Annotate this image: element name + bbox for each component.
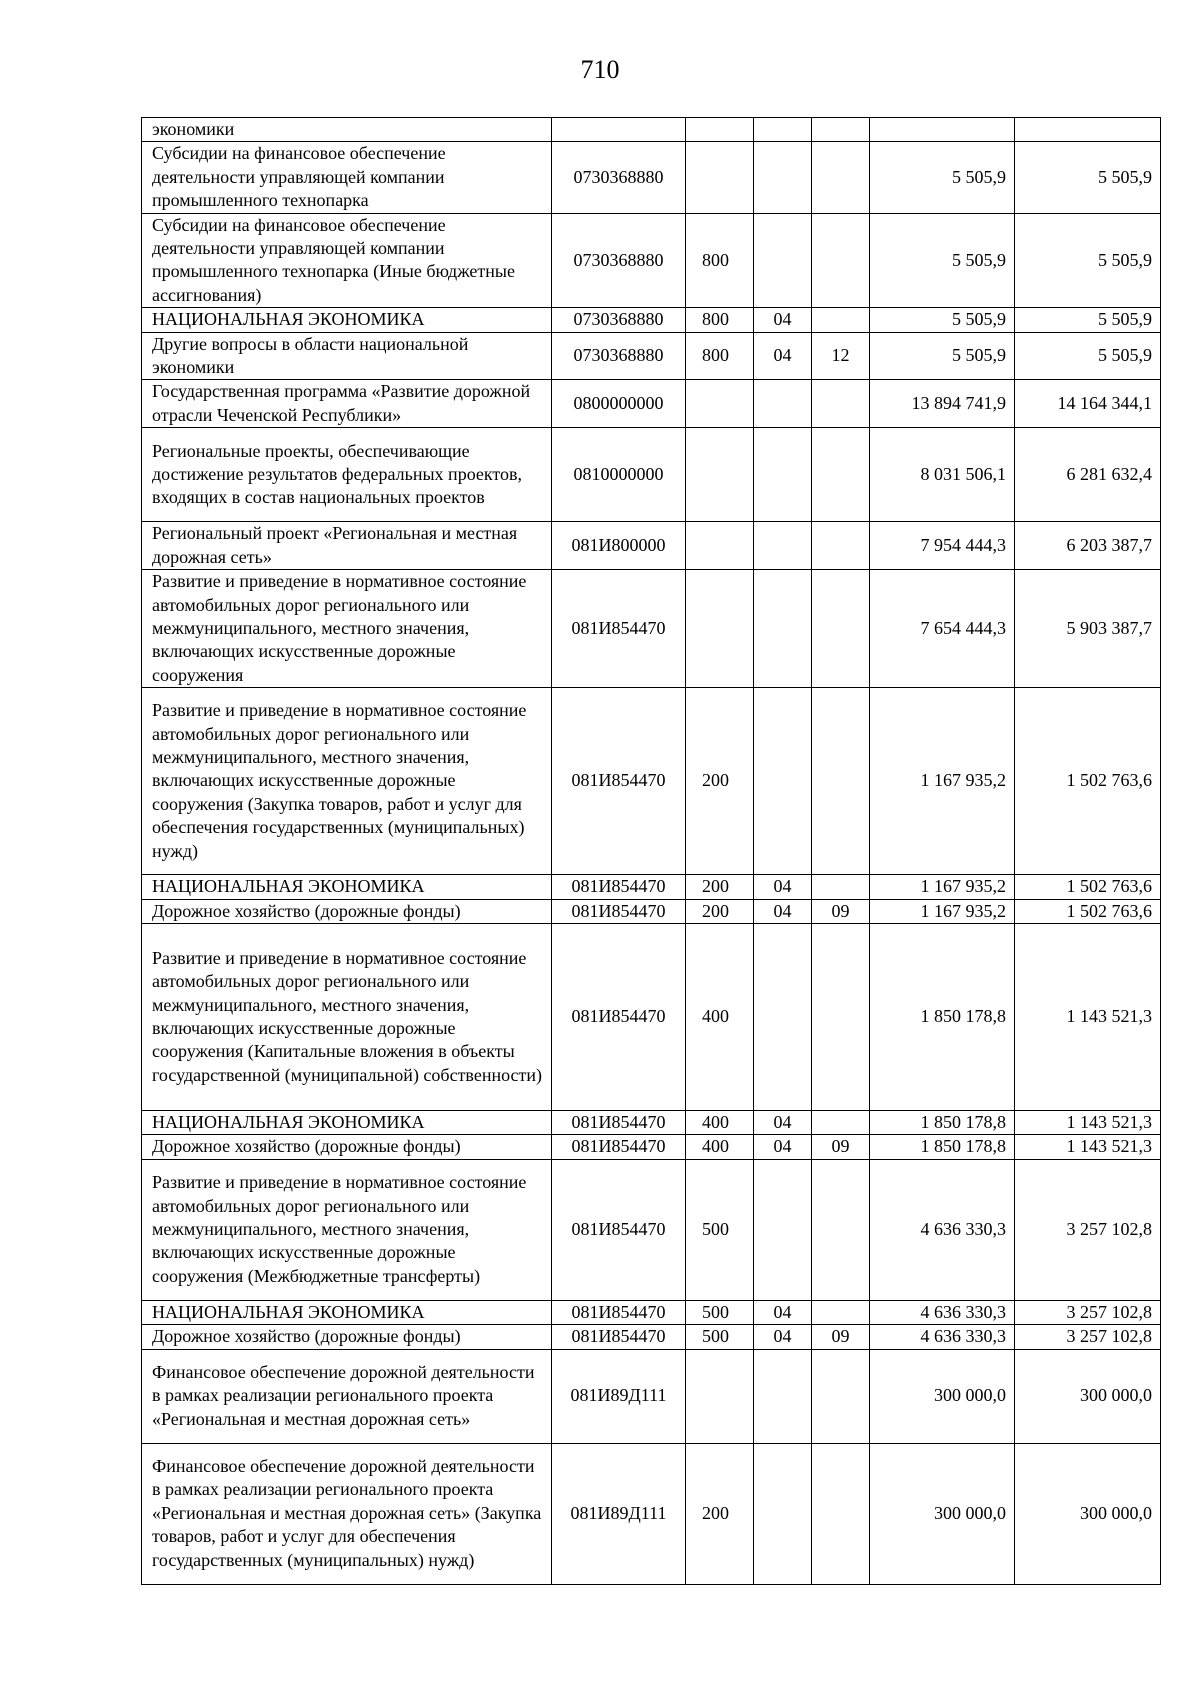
subsection-code xyxy=(812,570,870,688)
amount-year-1: 4 636 330,3 xyxy=(870,1159,1015,1300)
amount-year-2: 1 143 521,3 xyxy=(1015,1135,1161,1159)
expense-type-code: 400 xyxy=(686,1135,754,1159)
expense-type-code xyxy=(686,1349,754,1443)
subsection-code xyxy=(812,118,870,142)
target-article-code: 0730368880 xyxy=(552,142,686,213)
subsection-code xyxy=(812,1110,870,1134)
table-row xyxy=(142,923,1161,1110)
amount-year-2: 3 257 102,8 xyxy=(1015,1159,1161,1300)
section-code xyxy=(754,1349,812,1443)
amount-year-1: 7 654 444,3 xyxy=(870,570,1015,688)
section-code: 04 xyxy=(754,1135,812,1159)
table-row xyxy=(142,213,1161,308)
amount-year-2: 300 000,0 xyxy=(1015,1443,1161,1584)
amount-year-2: 300 000,0 xyxy=(1015,1349,1161,1443)
row-name: Региональный проект «Региональная и местная дорожная сеть» xyxy=(142,522,552,570)
subsection-code xyxy=(812,428,870,522)
row-name: Финансовое обеспечение дорожной деятельности в рамках реализации регионального проекта «Региональная и местная дорожная сеть» (Закупка товаров, работ и услуг для обеспечения государственных (муниципальных) нужд) xyxy=(142,1443,552,1584)
table-row xyxy=(142,522,1161,570)
section-code: 04 xyxy=(754,1300,812,1324)
budget-table xyxy=(141,117,1161,1585)
page-number: 710 xyxy=(580,55,620,84)
expense-type-code: 400 xyxy=(686,923,754,1110)
table-row xyxy=(142,142,1161,213)
table-row xyxy=(142,1110,1161,1134)
table-row xyxy=(142,899,1161,923)
section-code xyxy=(754,1443,812,1584)
amount-year-1: 300 000,0 xyxy=(870,1443,1015,1584)
amount-year-1: 5 505,9 xyxy=(870,308,1015,332)
amount-year-1: 1 850 178,8 xyxy=(870,1135,1015,1159)
amount-year-1 xyxy=(870,118,1015,142)
subsection-code: 09 xyxy=(812,1135,870,1159)
amount-year-2: 5 505,9 xyxy=(1015,213,1161,308)
row-name: Развитие и приведение в нормативное состояние автомобильных дорог регионального или межмуниципального, местного значения, включающих искусственные дорожные сооружения (Межбюджетные трансферты) xyxy=(142,1159,552,1300)
section-code xyxy=(754,522,812,570)
section-code xyxy=(754,923,812,1110)
table-row xyxy=(142,1325,1161,1349)
expense-type-code xyxy=(686,380,754,428)
row-name: НАЦИОНАЛЬНАЯ ЭКОНОМИКА xyxy=(142,875,552,899)
target-article-code: 081И854470 xyxy=(552,1325,686,1349)
target-article-code: 081И854470 xyxy=(552,1300,686,1324)
table-row xyxy=(142,570,1161,688)
table-row xyxy=(142,875,1161,899)
expense-type-code: 500 xyxy=(686,1300,754,1324)
row-name: Государственная программа «Развитие дорожной отрасли Чеченской Республики» xyxy=(142,380,552,428)
amount-year-1: 7 954 444,3 xyxy=(870,522,1015,570)
target-article-code: 081И854470 xyxy=(552,1110,686,1134)
subsection-code xyxy=(812,1159,870,1300)
amount-year-1: 4 636 330,3 xyxy=(870,1325,1015,1349)
target-article-code: 081И854470 xyxy=(552,1135,686,1159)
table-row xyxy=(142,1135,1161,1159)
expense-type-code: 500 xyxy=(686,1159,754,1300)
section-code xyxy=(754,1159,812,1300)
amount-year-1: 1 167 935,2 xyxy=(870,899,1015,923)
section-code: 04 xyxy=(754,899,812,923)
target-article-code: 081И89Д111 xyxy=(552,1349,686,1443)
table-row xyxy=(142,332,1161,380)
amount-year-2: 3 257 102,8 xyxy=(1015,1325,1161,1349)
row-name: НАЦИОНАЛЬНАЯ ЭКОНОМИКА xyxy=(142,1300,552,1324)
row-name: Дорожное хозяйство (дорожные фонды) xyxy=(142,1325,552,1349)
expense-type-code: 200 xyxy=(686,899,754,923)
expense-type-code: 400 xyxy=(686,1110,754,1134)
table-row xyxy=(142,688,1161,875)
amount-year-1: 4 636 330,3 xyxy=(870,1300,1015,1324)
subsection-code xyxy=(812,875,870,899)
table-row xyxy=(142,118,1161,142)
expense-type-code: 200 xyxy=(686,875,754,899)
table-row xyxy=(142,1300,1161,1324)
amount-year-2 xyxy=(1015,118,1161,142)
subsection-code xyxy=(812,1300,870,1324)
table-row xyxy=(142,308,1161,332)
target-article-code xyxy=(552,118,686,142)
section-code xyxy=(754,688,812,875)
row-name: Дорожное хозяйство (дорожные фонды) xyxy=(142,899,552,923)
target-article-code: 081И854470 xyxy=(552,899,686,923)
amount-year-2: 5 505,9 xyxy=(1015,332,1161,380)
table-row xyxy=(142,428,1161,522)
expense-type-code: 200 xyxy=(686,1443,754,1584)
section-code xyxy=(754,118,812,142)
amount-year-1: 300 000,0 xyxy=(870,1349,1015,1443)
amount-year-2: 1 143 521,3 xyxy=(1015,1110,1161,1134)
row-name: Развитие и приведение в нормативное состояние автомобильных дорог регионального или межмуниципального, местного значения, включающих искусственные дорожные сооружения xyxy=(142,570,552,688)
amount-year-1: 1 167 935,2 xyxy=(870,875,1015,899)
target-article-code: 081И89Д111 xyxy=(552,1443,686,1584)
amount-year-1: 5 505,9 xyxy=(870,332,1015,380)
amount-year-2: 1 502 763,6 xyxy=(1015,899,1161,923)
amount-year-2: 1 502 763,6 xyxy=(1015,688,1161,875)
table-row xyxy=(142,1349,1161,1443)
amount-year-1: 1 167 935,2 xyxy=(870,688,1015,875)
subsection-code xyxy=(812,380,870,428)
subsection-code xyxy=(812,142,870,213)
amount-year-2: 6 203 387,7 xyxy=(1015,522,1161,570)
target-article-code: 081И854470 xyxy=(552,1159,686,1300)
expense-type-code: 500 xyxy=(686,1325,754,1349)
amount-year-1: 8 031 506,1 xyxy=(870,428,1015,522)
amount-year-2: 3 257 102,8 xyxy=(1015,1300,1161,1324)
amount-year-2: 14 164 344,1 xyxy=(1015,380,1161,428)
row-name: экономики xyxy=(142,118,552,142)
section-code xyxy=(754,428,812,522)
target-article-code: 081И854470 xyxy=(552,688,686,875)
amount-year-2: 5 903 387,7 xyxy=(1015,570,1161,688)
section-code: 04 xyxy=(754,1110,812,1134)
row-name: НАЦИОНАЛЬНАЯ ЭКОНОМИКА xyxy=(142,1110,552,1134)
target-article-code: 0730368880 xyxy=(552,213,686,308)
expense-type-code xyxy=(686,522,754,570)
target-article-code: 081И854470 xyxy=(552,923,686,1110)
row-name: Субсидии на финансовое обеспечение деятельности управляющей компании промышленного технопарка xyxy=(142,142,552,213)
expense-type-code xyxy=(686,570,754,688)
subsection-code xyxy=(812,1349,870,1443)
subsection-code xyxy=(812,308,870,332)
section-code xyxy=(754,213,812,308)
subsection-code xyxy=(812,688,870,875)
section-code xyxy=(754,570,812,688)
amount-year-2: 1 502 763,6 xyxy=(1015,875,1161,899)
amount-year-1: 1 850 178,8 xyxy=(870,1110,1015,1134)
target-article-code: 081И854470 xyxy=(552,570,686,688)
expense-type-code: 800 xyxy=(686,308,754,332)
target-article-code: 0810000000 xyxy=(552,428,686,522)
target-article-code: 0800000000 xyxy=(552,380,686,428)
row-name: Дорожное хозяйство (дорожные фонды) xyxy=(142,1135,552,1159)
row-name: Развитие и приведение в нормативное состояние автомобильных дорог регионального или межмуниципального, местного значения, включающих искусственные дорожные сооружения (Закупка товаров, работ и услуг для обеспечения государственных (муниципальных) нужд) xyxy=(142,688,552,875)
expense-type-code: 200 xyxy=(686,688,754,875)
expense-type-code: 800 xyxy=(686,332,754,380)
subsection-code xyxy=(812,522,870,570)
amount-year-2: 1 143 521,3 xyxy=(1015,923,1161,1110)
section-code: 04 xyxy=(754,308,812,332)
row-name: Субсидии на финансовое обеспечение деятельности управляющей компании промышленного технопарка (Иные бюджетные ассигнования) xyxy=(142,213,552,308)
expense-type-code xyxy=(686,118,754,142)
expense-type-code: 800 xyxy=(686,213,754,308)
table-row xyxy=(142,1443,1161,1584)
subsection-code xyxy=(812,1443,870,1584)
section-code: 04 xyxy=(754,1325,812,1349)
target-article-code: 081И854470 xyxy=(552,875,686,899)
amount-year-1: 13 894 741,9 xyxy=(870,380,1015,428)
target-article-code: 0730368880 xyxy=(552,308,686,332)
amount-year-2: 6 281 632,4 xyxy=(1015,428,1161,522)
row-name: Другие вопросы в области национальной экономики xyxy=(142,332,552,380)
section-code: 04 xyxy=(754,332,812,380)
amount-year-2: 5 505,9 xyxy=(1015,308,1161,332)
row-name: Развитие и приведение в нормативное состояние автомобильных дорог регионального или межмуниципального, местного значения, включающих искусственные дорожные сооружения (Капитальные вложения в объекты государственной (муниципальной) собственности) xyxy=(142,923,552,1110)
subsection-code: 12 xyxy=(812,332,870,380)
expense-type-code xyxy=(686,142,754,213)
budget-table-body xyxy=(142,118,1161,1585)
expense-type-code xyxy=(686,428,754,522)
table-row xyxy=(142,1159,1161,1300)
row-name: Региональные проекты, обеспечивающие достижение результатов федеральных проектов, входящих в состав национальных проектов xyxy=(142,428,552,522)
section-code xyxy=(754,142,812,213)
table-row xyxy=(142,380,1161,428)
subsection-code: 09 xyxy=(812,1325,870,1349)
target-article-code: 0730368880 xyxy=(552,332,686,380)
section-code: 04 xyxy=(754,875,812,899)
section-code xyxy=(754,380,812,428)
amount-year-1: 1 850 178,8 xyxy=(870,923,1015,1110)
row-name: Финансовое обеспечение дорожной деятельности в рамках реализации регионального проекта «Региональная и местная дорожная сеть» xyxy=(142,1349,552,1443)
row-name: НАЦИОНАЛЬНАЯ ЭКОНОМИКА xyxy=(142,308,552,332)
subsection-code xyxy=(812,923,870,1110)
target-article-code: 081И800000 xyxy=(552,522,686,570)
amount-year-1: 5 505,9 xyxy=(870,142,1015,213)
amount-year-1: 5 505,9 xyxy=(870,213,1015,308)
subsection-code: 09 xyxy=(812,899,870,923)
amount-year-2: 5 505,9 xyxy=(1015,142,1161,213)
subsection-code xyxy=(812,213,870,308)
